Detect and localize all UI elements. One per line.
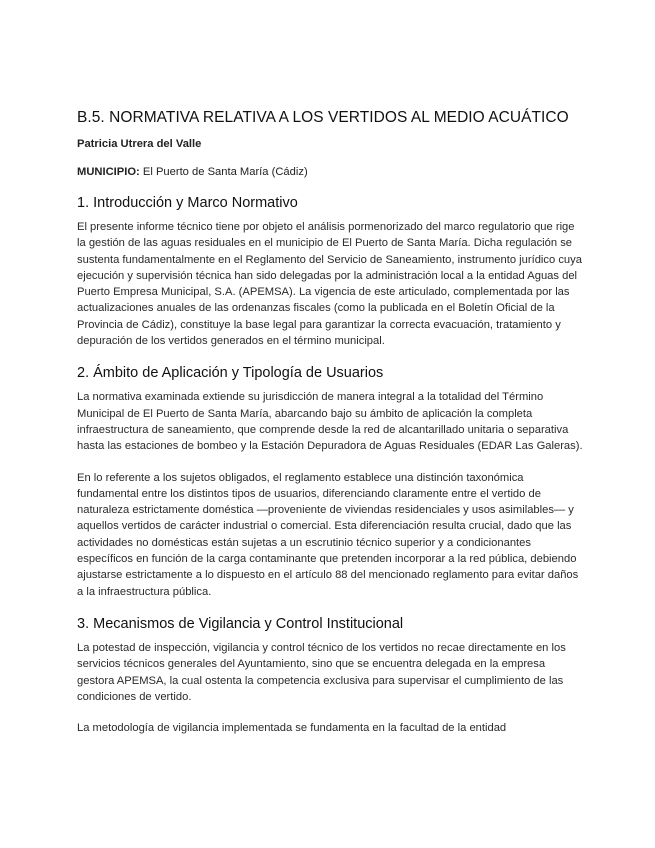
section-heading: 3. Mecanismos de Vigilancia y Control Institucional <box>77 615 404 632</box>
document-title: B.5. NORMATIVA RELATIVA A LOS VERTIDOS AL MEDIO ACUÁTICO <box>77 109 569 126</box>
section-paragraph: En lo referente a los sujetos obligados, el reglamento establece una distinción taxonómica fundamental entre los distintos tipos de usuarios, diferenciando claramente entre el vertido de naturaleza estrictamente doméstica —proveniente de viviendas residenciales y usos asimilables— y aquellos vertidos de carácter industrial o comercial. Esta diferenciación resulta crucial, dado que las actividades no domésticas están sujetas a un escrutinio técnico superior y a condicionantes específicos en función de la carga contaminante que pretenden incorporar a la red pública, debiendo ajustarse estrictamente a lo dispuesto en el artículo 88 del mencionado reglamento para evitar daños a la infraestructura pública. <box>77 471 579 598</box>
section-heading: 1. Introducción y Marco Normativo <box>77 195 298 211</box>
section-paragraph: La potestad de inspección, vigilancia y control técnico de los vertidos no recae directamente en los servicios técnicos generales del Ayuntamiento, sino que se encuentra delegada en la empresa gestora APEMSA, la cual ostenta la competencia exclusiva para supervisar el cumplimiento de las condiciones de vertido. <box>77 641 566 703</box>
section-paragraph: La normativa examinada extiende su jurisdicción de manera integral a la totalidad del Término Municipal de El Puerto de Santa María, abarcando bajo su ámbito de aplicación la completa infraestructura de saneamiento, que comprende desde la red de alcantarillado unitaria o separativa hasta las estaciones de bombeo y la Estación Depuradora de Aguas Residuales (EDAR Las Galeras). <box>77 391 583 453</box>
section-heading: 2. Ámbito de Aplicación y Tipología de Usuarios <box>77 365 384 382</box>
municipio-line <box>77 165 583 180</box>
municipio-value: El Puerto de Santa María (Cádiz) <box>142 166 308 178</box>
section-paragraph: La metodología de vigilancia implementada se fundamenta en la facultad de la entidad <box>77 722 507 735</box>
section-paragraph: El presente informe técnico tiene por objeto el análisis pormenorizado del marco regulatorio que rige la gestión de las aguas residuales en el municipio de El Puerto de Santa María. Dicha regulación se sustenta fundamentalmente en el Reglamento del Servicio de Saneamiento, instrumento jurídico cuya ejecución y supervisión técnica han sido delegadas por la administración local a la entidad Aguas del Puerto Empresa Municipal, S.A. (APEMSA). La vigencia de este articulado, complementada por las actualizaciones anuales de las ordenanzas fiscales (como la publicada en el Boletín Oficial de la Provincia de Cádiz), constituye la base legal para garantizar la correcta evacuación, tratamiento y depuración de los vertidos generados en el término municipal. <box>77 221 582 348</box>
author-name: Patricia Utrera del Valle <box>77 138 202 150</box>
section-ambito <box>77 364 583 600</box>
municipio-label: MUNICIPIO: <box>77 166 140 178</box>
section-introduccion <box>77 194 583 349</box>
section-vigilancia <box>77 615 583 736</box>
document-page <box>77 108 583 751</box>
